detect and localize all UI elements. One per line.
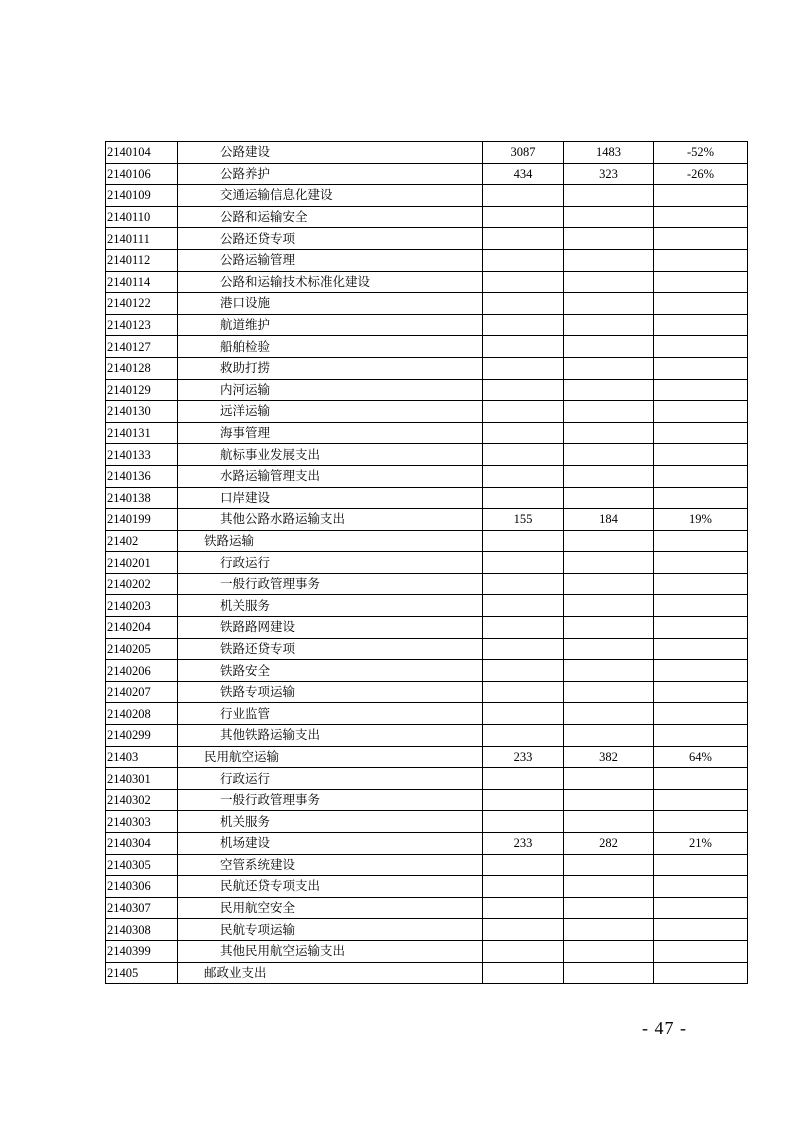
account-code-cell: 2140205	[106, 638, 178, 660]
value-2-cell	[564, 573, 654, 595]
account-name-cell: 公路建设	[178, 142, 483, 164]
value-1-cell	[483, 422, 564, 444]
table-row	[106, 595, 748, 617]
value-1-cell	[483, 444, 564, 466]
budget-expenditure-table	[105, 141, 748, 984]
account-name-cell: 船舶检验	[178, 336, 483, 358]
change-rate-cell	[654, 725, 748, 747]
value-1-cell	[483, 379, 564, 401]
value-2-cell	[564, 444, 654, 466]
change-rate-cell	[654, 962, 748, 984]
table-row	[106, 876, 748, 898]
account-name-cell: 救助打捞	[178, 357, 483, 379]
change-rate-cell: 21%	[654, 833, 748, 855]
change-rate-cell	[654, 811, 748, 833]
change-rate-cell	[654, 897, 748, 919]
value-2-cell	[564, 228, 654, 250]
account-code-cell: 2140204	[106, 617, 178, 639]
account-name-cell: 民航还贷专项支出	[178, 876, 483, 898]
account-code-cell: 2140305	[106, 854, 178, 876]
table-row	[106, 660, 748, 682]
change-rate-cell	[654, 919, 748, 941]
table-row	[106, 897, 748, 919]
value-1-cell	[483, 703, 564, 725]
value-2-cell	[564, 185, 654, 207]
table-row	[106, 487, 748, 509]
value-1-cell: 155	[483, 509, 564, 531]
value-2-cell	[564, 379, 654, 401]
account-code-cell: 2140128	[106, 357, 178, 379]
value-2-cell	[564, 271, 654, 293]
change-rate-cell	[654, 876, 748, 898]
account-name-cell: 公路还贷专项	[178, 228, 483, 250]
change-rate-cell	[654, 206, 748, 228]
table-row	[106, 336, 748, 358]
table-row	[106, 854, 748, 876]
change-rate-cell	[654, 530, 748, 552]
change-rate-cell	[654, 185, 748, 207]
table-row	[106, 293, 748, 315]
value-1-cell	[483, 854, 564, 876]
account-code-cell: 2140203	[106, 595, 178, 617]
value-1-cell: 233	[483, 746, 564, 768]
value-2-cell	[564, 401, 654, 423]
table-row	[106, 833, 748, 855]
account-code-cell: 2140110	[106, 206, 178, 228]
value-1-cell	[483, 768, 564, 790]
value-2-cell	[564, 357, 654, 379]
account-name-cell: 铁路专项运输	[178, 681, 483, 703]
account-name-cell: 公路养护	[178, 163, 483, 185]
value-2-cell	[564, 940, 654, 962]
value-2-cell	[564, 897, 654, 919]
table-row	[106, 185, 748, 207]
table-row	[106, 422, 748, 444]
change-rate-cell	[654, 854, 748, 876]
account-name-cell: 机关服务	[178, 811, 483, 833]
value-2-cell	[564, 660, 654, 682]
account-code-cell: 2140307	[106, 897, 178, 919]
value-2-cell	[564, 617, 654, 639]
value-1-cell	[483, 487, 564, 509]
change-rate-cell: 64%	[654, 746, 748, 768]
account-name-cell: 行政运行	[178, 552, 483, 574]
table-row	[106, 962, 748, 984]
value-2-cell	[564, 681, 654, 703]
account-name-cell: 邮政业支出	[178, 962, 483, 984]
value-1-cell	[483, 401, 564, 423]
value-2-cell	[564, 854, 654, 876]
value-1-cell	[483, 357, 564, 379]
table-row	[106, 465, 748, 487]
account-name-cell: 内河运输	[178, 379, 483, 401]
table-row	[106, 552, 748, 574]
value-2-cell	[564, 919, 654, 941]
table-row	[106, 681, 748, 703]
account-code-cell: 2140129	[106, 379, 178, 401]
account-code-cell: 2140104	[106, 142, 178, 164]
table-row	[106, 617, 748, 639]
value-1-cell	[483, 206, 564, 228]
value-2-cell	[564, 552, 654, 574]
account-name-cell: 水路运输管理支出	[178, 465, 483, 487]
change-rate-cell	[654, 422, 748, 444]
value-2-cell: 1483	[564, 142, 654, 164]
account-code-cell: 2140306	[106, 876, 178, 898]
value-2-cell: 382	[564, 746, 654, 768]
change-rate-cell	[654, 336, 748, 358]
value-1-cell: 3087	[483, 142, 564, 164]
account-name-cell: 行政运行	[178, 768, 483, 790]
change-rate-cell	[654, 271, 748, 293]
change-rate-cell: -26%	[654, 163, 748, 185]
value-1-cell: 233	[483, 833, 564, 855]
table-row	[106, 314, 748, 336]
change-rate-cell: 19%	[654, 509, 748, 531]
value-1-cell	[483, 876, 564, 898]
account-code-cell: 2140201	[106, 552, 178, 574]
account-name-cell: 铁路还贷专项	[178, 638, 483, 660]
account-name-cell: 一般行政管理事务	[178, 573, 483, 595]
account-name-cell: 口岸建设	[178, 487, 483, 509]
change-rate-cell	[654, 617, 748, 639]
account-name-cell: 一般行政管理事务	[178, 789, 483, 811]
change-rate-cell	[654, 789, 748, 811]
account-name-cell: 机场建设	[178, 833, 483, 855]
value-1-cell	[483, 595, 564, 617]
change-rate-cell	[654, 487, 748, 509]
change-rate-cell	[654, 314, 748, 336]
value-1-cell	[483, 681, 564, 703]
value-2-cell	[564, 768, 654, 790]
table-row	[106, 768, 748, 790]
change-rate-cell	[654, 703, 748, 725]
value-1-cell	[483, 228, 564, 250]
budget-table-wrapper	[105, 141, 747, 984]
account-name-cell: 航道维护	[178, 314, 483, 336]
account-code-cell: 2140136	[106, 465, 178, 487]
value-1-cell	[483, 660, 564, 682]
value-2-cell	[564, 314, 654, 336]
account-code-cell: 2140131	[106, 422, 178, 444]
table-row	[106, 811, 748, 833]
change-rate-cell	[654, 660, 748, 682]
account-code-cell: 2140111	[106, 228, 178, 250]
change-rate-cell	[654, 573, 748, 595]
value-2-cell: 323	[564, 163, 654, 185]
page-number: - 47 -	[642, 1018, 687, 1038]
table-row	[106, 746, 748, 768]
account-name-cell: 远洋运输	[178, 401, 483, 423]
account-name-cell: 铁路运输	[178, 530, 483, 552]
table-row	[106, 142, 748, 164]
table-row	[106, 703, 748, 725]
table-row	[106, 206, 748, 228]
table-row	[106, 573, 748, 595]
value-1-cell: 434	[483, 163, 564, 185]
account-name-cell: 港口设施	[178, 293, 483, 315]
account-name-cell: 其他铁路运输支出	[178, 725, 483, 747]
account-code-cell: 2140106	[106, 163, 178, 185]
table-row	[106, 509, 748, 531]
change-rate-cell: -52%	[654, 142, 748, 164]
account-code-cell: 2140301	[106, 768, 178, 790]
table-row	[106, 725, 748, 747]
value-1-cell	[483, 573, 564, 595]
account-code-cell: 2140302	[106, 789, 178, 811]
value-2-cell	[564, 336, 654, 358]
value-2-cell	[564, 811, 654, 833]
table-row	[106, 789, 748, 811]
value-2-cell	[564, 789, 654, 811]
value-1-cell	[483, 919, 564, 941]
value-1-cell	[483, 185, 564, 207]
change-rate-cell	[654, 401, 748, 423]
account-name-cell: 海事管理	[178, 422, 483, 444]
value-1-cell	[483, 897, 564, 919]
value-2-cell	[564, 293, 654, 315]
value-1-cell	[483, 552, 564, 574]
value-1-cell	[483, 962, 564, 984]
account-name-cell: 其他民用航空运输支出	[178, 940, 483, 962]
value-1-cell	[483, 336, 564, 358]
account-name-cell: 其他公路水路运输支出	[178, 509, 483, 531]
change-rate-cell	[654, 249, 748, 271]
account-code-cell: 2140130	[106, 401, 178, 423]
account-code-cell: 2140202	[106, 573, 178, 595]
account-name-cell: 航标事业发展支出	[178, 444, 483, 466]
value-2-cell	[564, 725, 654, 747]
table-row	[106, 228, 748, 250]
change-rate-cell	[654, 357, 748, 379]
account-code-cell: 2140206	[106, 660, 178, 682]
value-2-cell	[564, 422, 654, 444]
value-1-cell	[483, 293, 564, 315]
account-name-cell: 铁路路网建设	[178, 617, 483, 639]
account-name-cell: 空管系统建设	[178, 854, 483, 876]
table-row	[106, 919, 748, 941]
value-1-cell	[483, 271, 564, 293]
value-1-cell	[483, 617, 564, 639]
table-body	[106, 142, 748, 984]
table-row	[106, 249, 748, 271]
account-code-cell: 2140304	[106, 833, 178, 855]
value-2-cell: 282	[564, 833, 654, 855]
account-code-cell: 2140112	[106, 249, 178, 271]
account-code-cell: 2140303	[106, 811, 178, 833]
account-name-cell: 公路运输管理	[178, 249, 483, 271]
account-name-cell: 民用航空安全	[178, 897, 483, 919]
account-name-cell: 交通运输信息化建设	[178, 185, 483, 207]
account-code-cell: 2140138	[106, 487, 178, 509]
table-row	[106, 357, 748, 379]
value-1-cell	[483, 249, 564, 271]
value-2-cell	[564, 638, 654, 660]
value-2-cell: 184	[564, 509, 654, 531]
account-code-cell: 2140122	[106, 293, 178, 315]
value-2-cell	[564, 703, 654, 725]
account-code-cell: 21402	[106, 530, 178, 552]
change-rate-cell	[654, 228, 748, 250]
account-name-cell: 民航专项运输	[178, 919, 483, 941]
value-2-cell	[564, 249, 654, 271]
account-name-cell: 机关服务	[178, 595, 483, 617]
change-rate-cell	[654, 444, 748, 466]
account-code-cell: 2140127	[106, 336, 178, 358]
account-code-cell: 2140123	[106, 314, 178, 336]
account-name-cell: 行业监管	[178, 703, 483, 725]
account-code-cell: 2140208	[106, 703, 178, 725]
account-code-cell: 2140114	[106, 271, 178, 293]
account-code-cell: 21405	[106, 962, 178, 984]
change-rate-cell	[654, 681, 748, 703]
change-rate-cell	[654, 940, 748, 962]
value-2-cell	[564, 206, 654, 228]
value-2-cell	[564, 530, 654, 552]
table-row	[106, 401, 748, 423]
table-row	[106, 530, 748, 552]
account-code-cell: 2140133	[106, 444, 178, 466]
account-name-cell: 公路和运输安全	[178, 206, 483, 228]
change-rate-cell	[654, 293, 748, 315]
account-code-cell: 2140199	[106, 509, 178, 531]
value-2-cell	[564, 595, 654, 617]
change-rate-cell	[654, 638, 748, 660]
table-row	[106, 940, 748, 962]
account-code-cell: 2140299	[106, 725, 178, 747]
table-row	[106, 444, 748, 466]
change-rate-cell	[654, 379, 748, 401]
account-code-cell: 21403	[106, 746, 178, 768]
value-2-cell	[564, 876, 654, 898]
account-code-cell: 2140308	[106, 919, 178, 941]
account-name-cell: 民用航空运输	[178, 746, 483, 768]
account-name-cell: 公路和运输技术标准化建设	[178, 271, 483, 293]
value-2-cell	[564, 487, 654, 509]
change-rate-cell	[654, 595, 748, 617]
account-code-cell: 2140109	[106, 185, 178, 207]
value-1-cell	[483, 725, 564, 747]
value-1-cell	[483, 530, 564, 552]
change-rate-cell	[654, 552, 748, 574]
value-2-cell	[564, 962, 654, 984]
table-row	[106, 379, 748, 401]
change-rate-cell	[654, 465, 748, 487]
table-row	[106, 271, 748, 293]
value-1-cell	[483, 940, 564, 962]
value-2-cell	[564, 465, 654, 487]
value-1-cell	[483, 811, 564, 833]
value-1-cell	[483, 314, 564, 336]
value-1-cell	[483, 638, 564, 660]
value-1-cell	[483, 465, 564, 487]
change-rate-cell	[654, 768, 748, 790]
value-1-cell	[483, 789, 564, 811]
table-row	[106, 638, 748, 660]
account-name-cell: 铁路安全	[178, 660, 483, 682]
account-code-cell: 2140207	[106, 681, 178, 703]
account-code-cell: 2140399	[106, 940, 178, 962]
table-row	[106, 163, 748, 185]
